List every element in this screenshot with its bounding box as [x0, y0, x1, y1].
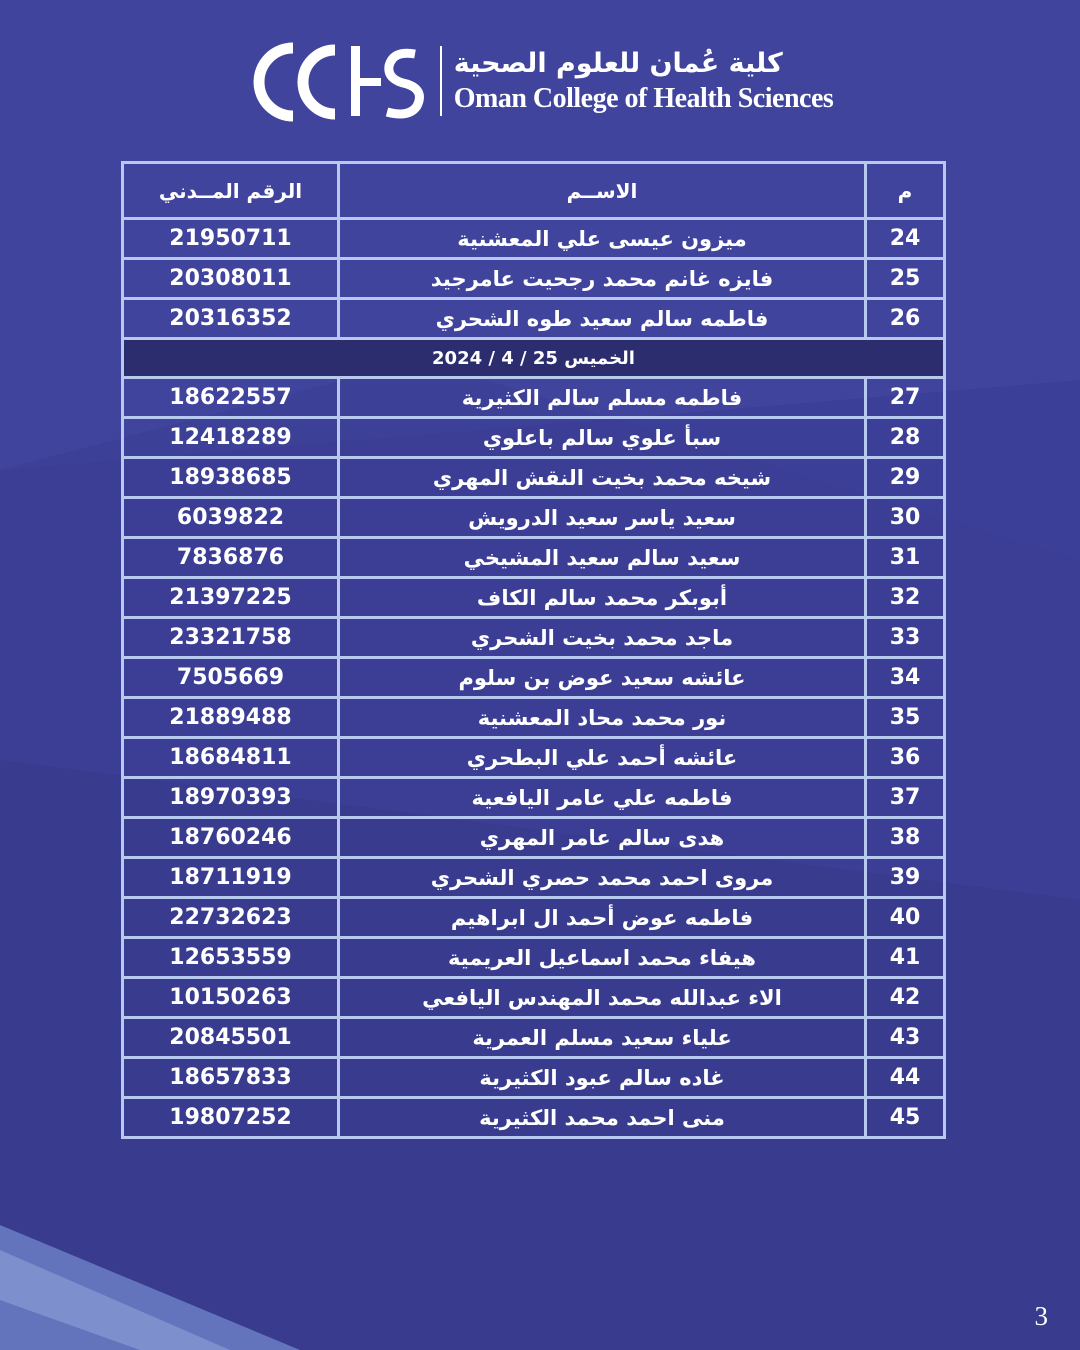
row-index: 33: [866, 618, 945, 658]
day-label: الخميس 25 / 4 / 2024: [123, 339, 945, 378]
table-row: [123, 299, 945, 339]
table-row: [123, 618, 945, 658]
table-row: [123, 938, 945, 978]
row-index: 24: [866, 219, 945, 259]
table-row: [123, 778, 945, 818]
header-index: م: [866, 163, 945, 219]
row-civil-number: 7836876: [123, 538, 339, 578]
row-index: 29: [866, 458, 945, 498]
row-civil-number: 21889488: [123, 698, 339, 738]
row-index: 27: [866, 378, 945, 418]
row-index: 40: [866, 898, 945, 938]
row-index: 26: [866, 299, 945, 339]
row-name: عائشه أحمد علي البطحري: [339, 738, 866, 778]
row-civil-number: 18970393: [123, 778, 339, 818]
college-header: [0, 36, 1080, 126]
table-header-row: [123, 163, 945, 219]
college-logo-mark: [247, 38, 432, 124]
row-civil-number: 18657833: [123, 1058, 339, 1098]
students-table-container: [121, 161, 946, 1139]
table-row: [123, 418, 945, 458]
table-row: [123, 458, 945, 498]
row-name: سعيد ياسر سعيد الدرويش: [339, 498, 866, 538]
row-civil-number: 21950711: [123, 219, 339, 259]
college-name: [454, 46, 834, 116]
row-name: نور محمد محاد المعشنية: [339, 698, 866, 738]
college-name-english: Oman College of Health Sciences: [453, 83, 834, 114]
header-name: الاســم: [339, 163, 866, 219]
day-separator-row: [123, 339, 945, 378]
row-civil-number: 23321758: [123, 618, 339, 658]
table-row: [123, 698, 945, 738]
row-index: 39: [866, 858, 945, 898]
table-row: [123, 378, 945, 418]
row-index: 30: [866, 498, 945, 538]
table-row: [123, 898, 945, 938]
row-name: ماجد محمد بخيت الشحري: [339, 618, 866, 658]
header-civil-number: الرقم المــدني: [123, 163, 339, 219]
row-name: فايزه غانم محمد رجحيت عامرجيد: [339, 259, 866, 299]
row-index: 36: [866, 738, 945, 778]
row-index: 44: [866, 1058, 945, 1098]
table-row: [123, 1098, 945, 1138]
row-civil-number: 12418289: [123, 418, 339, 458]
row-name: غاده سالم عبود الكثيرية: [339, 1058, 866, 1098]
table-row: [123, 219, 945, 259]
row-index: 25: [866, 259, 945, 299]
row-index: 31: [866, 538, 945, 578]
row-index: 35: [866, 698, 945, 738]
row-name: أبوبكر محمد سالم الكاف: [339, 578, 866, 618]
college-name-arabic: كلية عُمان للعلوم الصحية: [453, 48, 783, 79]
row-name: ميزون عيسى علي المعشنية: [339, 219, 866, 259]
row-civil-number: 18711919: [123, 858, 339, 898]
row-name: سبأ علوي سالم باعلوي: [339, 418, 866, 458]
row-civil-number: 18684811: [123, 738, 339, 778]
row-index: 43: [866, 1018, 945, 1058]
table-row: [123, 1058, 945, 1098]
row-civil-number: 22732623: [123, 898, 339, 938]
row-index: 28: [866, 418, 945, 458]
row-index: 32: [866, 578, 945, 618]
row-name: شيخه محمد بخيت النقش المهري: [339, 458, 866, 498]
row-name: عائشه سعيد عوض بن سلوم: [339, 658, 866, 698]
row-name: علياء سعيد مسلم العمرية: [339, 1018, 866, 1058]
row-civil-number: 19807252: [123, 1098, 339, 1138]
row-name: مروى احمد محمد حصري الشحري: [339, 858, 866, 898]
row-civil-number: 10150263: [123, 978, 339, 1018]
row-name: منى احمد محمد الكثيرية: [339, 1098, 866, 1138]
row-name: فاطمه سالم سعيد طوه الشحري: [339, 299, 866, 339]
row-index: 45: [866, 1098, 945, 1138]
table-row: [123, 498, 945, 538]
table-row: [123, 538, 945, 578]
row-civil-number: 7505669: [123, 658, 339, 698]
row-index: 34: [866, 658, 945, 698]
row-index: 41: [866, 938, 945, 978]
row-name: فاطمه مسلم سالم الكثيرية: [339, 378, 866, 418]
row-civil-number: 18938685: [123, 458, 339, 498]
row-civil-number: 20845501: [123, 1018, 339, 1058]
row-index: 37: [866, 778, 945, 818]
table-row: [123, 818, 945, 858]
page-number: 3: [1034, 1301, 1048, 1331]
students-table: [121, 161, 946, 1139]
row-civil-number: 12653559: [123, 938, 339, 978]
row-name: سعيد سالم سعيد المشيخي: [339, 538, 866, 578]
row-name: فاطمه علي عامر اليافعية: [339, 778, 866, 818]
table-row: [123, 578, 945, 618]
row-index: 42: [866, 978, 945, 1018]
table-row: [123, 738, 945, 778]
row-name: الاء عبدالله محمد المهندس اليافعي: [339, 978, 866, 1018]
row-civil-number: 20316352: [123, 299, 339, 339]
logo-separator: [440, 46, 442, 116]
row-civil-number: 21397225: [123, 578, 339, 618]
row-civil-number: 18622557: [123, 378, 339, 418]
table-row: [123, 978, 945, 1018]
table-row: [123, 858, 945, 898]
row-name: هيفاء محمد اسماعيل العريمية: [339, 938, 866, 978]
row-civil-number: 20308011: [123, 259, 339, 299]
row-name: هدى سالم عامر المهري: [339, 818, 866, 858]
table-row: [123, 1018, 945, 1058]
row-civil-number: 18760246: [123, 818, 339, 858]
row-name: فاطمه عوض أحمد ال ابراهيم: [339, 898, 866, 938]
table-body: [123, 219, 945, 1138]
row-civil-number: 6039822: [123, 498, 339, 538]
table-row: [123, 658, 945, 698]
table-row: [123, 259, 945, 299]
row-index: 38: [866, 818, 945, 858]
